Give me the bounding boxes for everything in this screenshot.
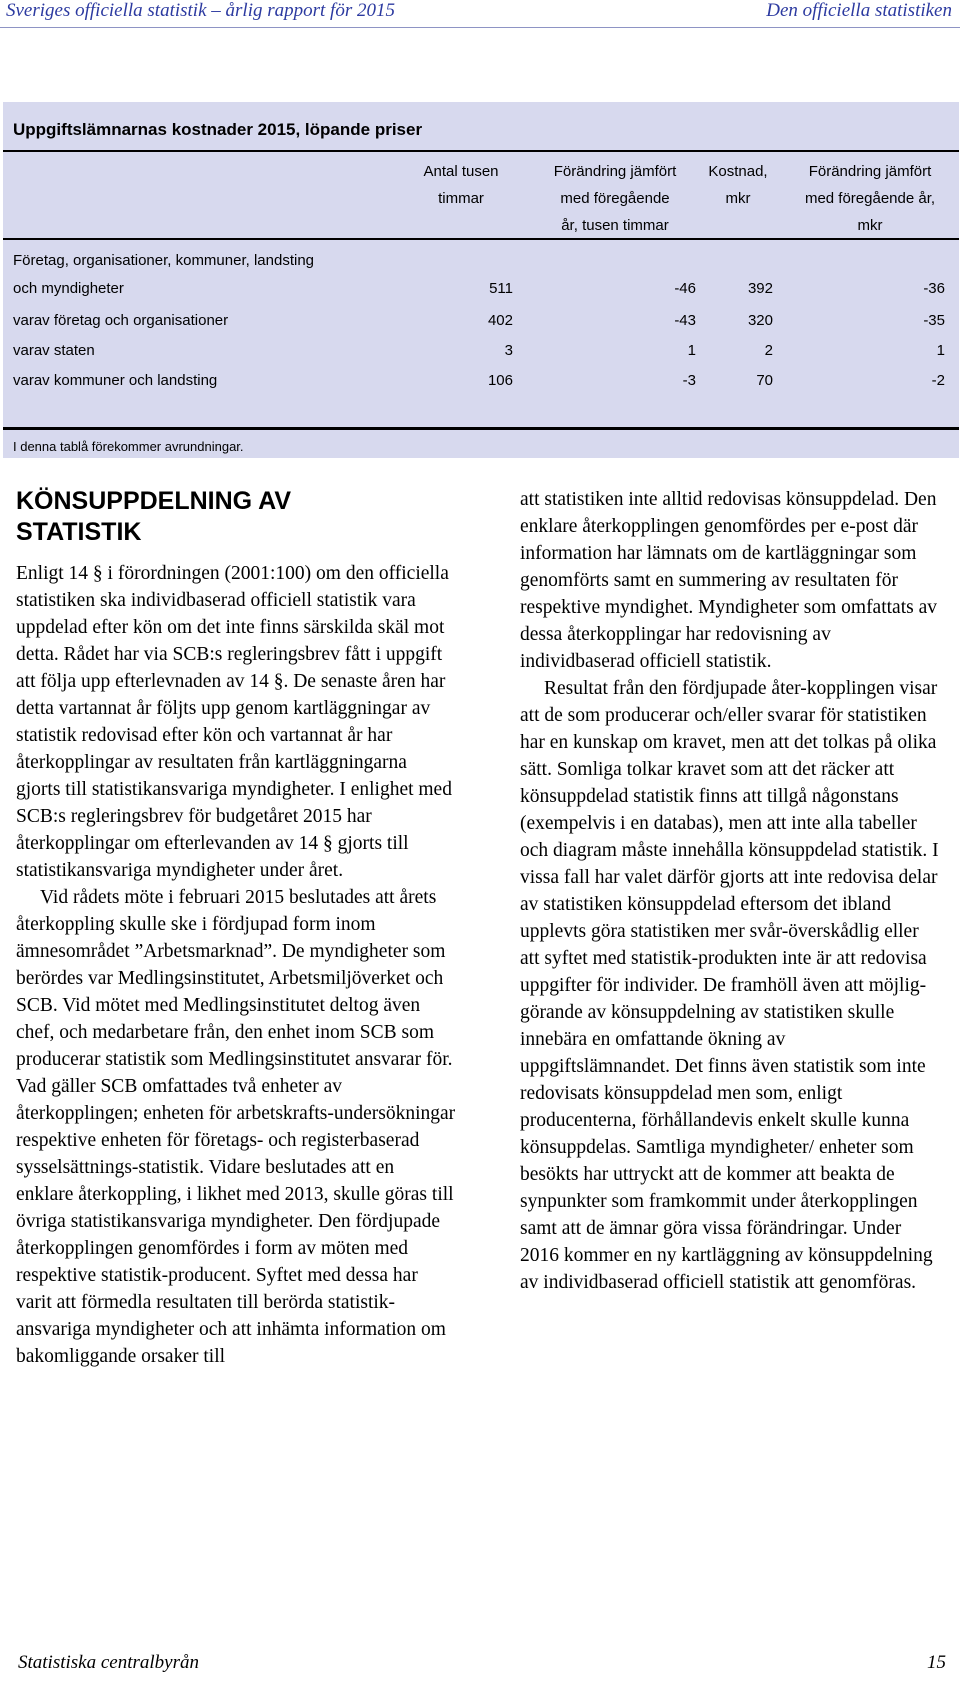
column-header-line: Kostnad, <box>708 163 768 180</box>
body-paragraph: Resultat från den fördjupade åter-kopplingen visar att de som producerar och/eller svarar för statistiken har en kunskap om kravet, men att det tolkas på olika sätt. Somliga tolkar kravet som att det räcker att könsuppdelad statistik finns att tillgå någonstans (exempelvis i en databas), men att inte alla tabeller och diagram måste innehålla könsuppdelad statistik. I vissa fall har valet därför gjorts att inte redovisa delar av statistiken könsuppdelad eftersom det ibland upplevts göra statistiken mer svår-överskådlig eller att syftet med statistik-produkten inte är att redovisa uppgifter för individer. De framhöll även att möjlig-görande av könsuppdelning av statistiken skulle innebära en omfattande ökning av uppgiftslämnandet. Det finns även statistik som inte redovisats könsuppdelad men som, enligt producenterna, förhållandevis enkelt skulle kunna könsuppdelas. Samtliga myndigheter/ enheter som besökts har uttryckt att de kommer att beakta de synpunkter som framkommit under återkopplingen samt att de ämnar göra vissa förändringar. Under 2016 kommer en ny kartläggning av könsuppdelning av individbaserad officiell statistik att genomföras. <box>520 678 939 1293</box>
table-row <box>3 252 959 304</box>
body-paragraph: Vid rådets möte i februari 2015 beslutades att årets återkoppling skulle ske i fördjupad form inom ämnesområdet ”Arbetsmarknad”. De myndigheter som berördes var Medlingsinstitutet, Arbetsmiljöverket och SCB. Vid mötet med Medlingsinstitutet deltog även chef, och medarbetare från, den enhet inom SCB som producerar statistik som Medlingsinstitutet ansvarar för. Vad gäller SCB omfattades två enheter av återkopplingen; enheten för arbetskrafts-undersökningar respektive enheten för företags- och registerbaserad sysselsättnings-statistik. Vidare beslutades att en enklare återkoppling, i likhet med 2013, skulle göras till övriga statistikansvariga myndigheter. Den fördjupade återkopplingen genomfördes i form av möten med respektive statistik-producent. Syftet med dessa har varit att förmedla resultaten till berörda statistik-ansvariga myndigheter och att inhämta information om bakomliggande orsaker till <box>16 887 456 1367</box>
left-column <box>16 486 456 1370</box>
section-heading <box>16 486 456 548</box>
table-rule-bottom <box>3 427 959 430</box>
column-header-hours <box>411 158 511 212</box>
table-note: I denna tablå förekommer avrundningar. <box>13 439 244 454</box>
right-column <box>520 486 940 1296</box>
column-header-line: mkr <box>857 217 883 234</box>
table-rule-header <box>3 238 959 240</box>
running-header-title: Sveriges officiella statistik – årlig rapport för 2015 <box>6 0 395 21</box>
column-header-hours-change <box>535 158 695 239</box>
cell-cost: 70 <box>756 372 773 389</box>
column-header-line: Antal tusen <box>423 163 499 180</box>
footer-publisher: Statistiska centralbyrån <box>18 1652 200 1673</box>
cell-hours: 511 <box>489 280 513 297</box>
row-label: och myndigheter <box>13 280 124 297</box>
row-label: varav företag och organisationer <box>13 312 229 329</box>
row-label: varav staten <box>13 342 95 359</box>
cell-hours: 106 <box>487 372 513 389</box>
running-header <box>0 0 960 26</box>
header-rule <box>0 27 960 28</box>
cell-hours-change: -3 <box>682 372 696 389</box>
cell-hours-change: -46 <box>674 280 696 297</box>
cell-hours-change: -43 <box>674 312 696 329</box>
running-header-section: Den officiella statistiken <box>766 0 952 21</box>
heading-line-1: KÖNSUPPDELNING AV <box>16 487 292 515</box>
row-label-line1: Företag, organisationer, kommuner, landsting <box>13 252 315 269</box>
cell-cost: 2 <box>764 342 773 359</box>
cell-hours: 3 <box>504 342 513 359</box>
column-header-line: Förändring jämfört <box>808 163 932 180</box>
cell-cost: 392 <box>747 280 773 297</box>
cell-cost-change: -2 <box>931 372 945 389</box>
page-number: 15 <box>927 1652 946 1673</box>
cell-cost-change: 1 <box>936 342 945 359</box>
cell-hours: 402 <box>487 312 513 329</box>
cell-cost-change: -36 <box>923 280 945 297</box>
cell-cost: 320 <box>747 312 773 329</box>
table-rule-top <box>3 150 959 152</box>
cell-cost-change: -35 <box>923 312 945 329</box>
column-header-line: år, tusen timmar <box>561 217 669 234</box>
column-header-line: med föregående <box>560 190 670 207</box>
cell-hours-change: 1 <box>687 342 696 359</box>
column-header-line: med föregående år, <box>804 190 936 207</box>
column-header-line: Förändring jämfört <box>553 163 677 180</box>
heading-line-2: STATISTIK <box>16 518 142 546</box>
row-label: varav kommuner och landsting <box>13 372 218 389</box>
column-header-line: mkr <box>725 190 751 207</box>
table-title: Uppgiftslämnarnas kostnader 2015, löpande priser <box>13 120 423 139</box>
column-header-cost <box>693 158 783 212</box>
body-paragraph: att statistiken inte alltid redovisas könsuppdelad. Den enklare återkopplingen genomfördes per e-post där information har lämnats om de kartläggningar som genomförts samt en summering av resultaten för respektive myndighet. Myndigheter som omfattats av dessa återkopplingar har redovisning av individbaserad officiell statistik. <box>520 489 937 672</box>
column-header-cost-change <box>785 158 955 239</box>
cost-table <box>3 102 959 458</box>
column-header-line: timmar <box>438 190 484 207</box>
body-paragraph: Enligt 14 § i förordningen (2001:100) om den officiella statistiken ska individbaserad officiell statistik vara uppdelad efter kön om det inte finns särskilda skäl mot detta. Rådet har via SCB:s regleringsbrev fått i uppgift att följa upp efterlevnaden av 14 §. De senaste åren har detta vartannat år följts upp genom kartläggningar av statistik redovisad efter kön och vartannat år har återkopplingar av resultaten från kartläggningarna gjorts till statistikansvariga myndigheter. I enlighet med SCB:s regleringsbrev för budgetåret 2015 har återkopplingar om efterlevanden av 14 § gjorts till statistikansvariga myndigheter under året. <box>16 563 452 881</box>
